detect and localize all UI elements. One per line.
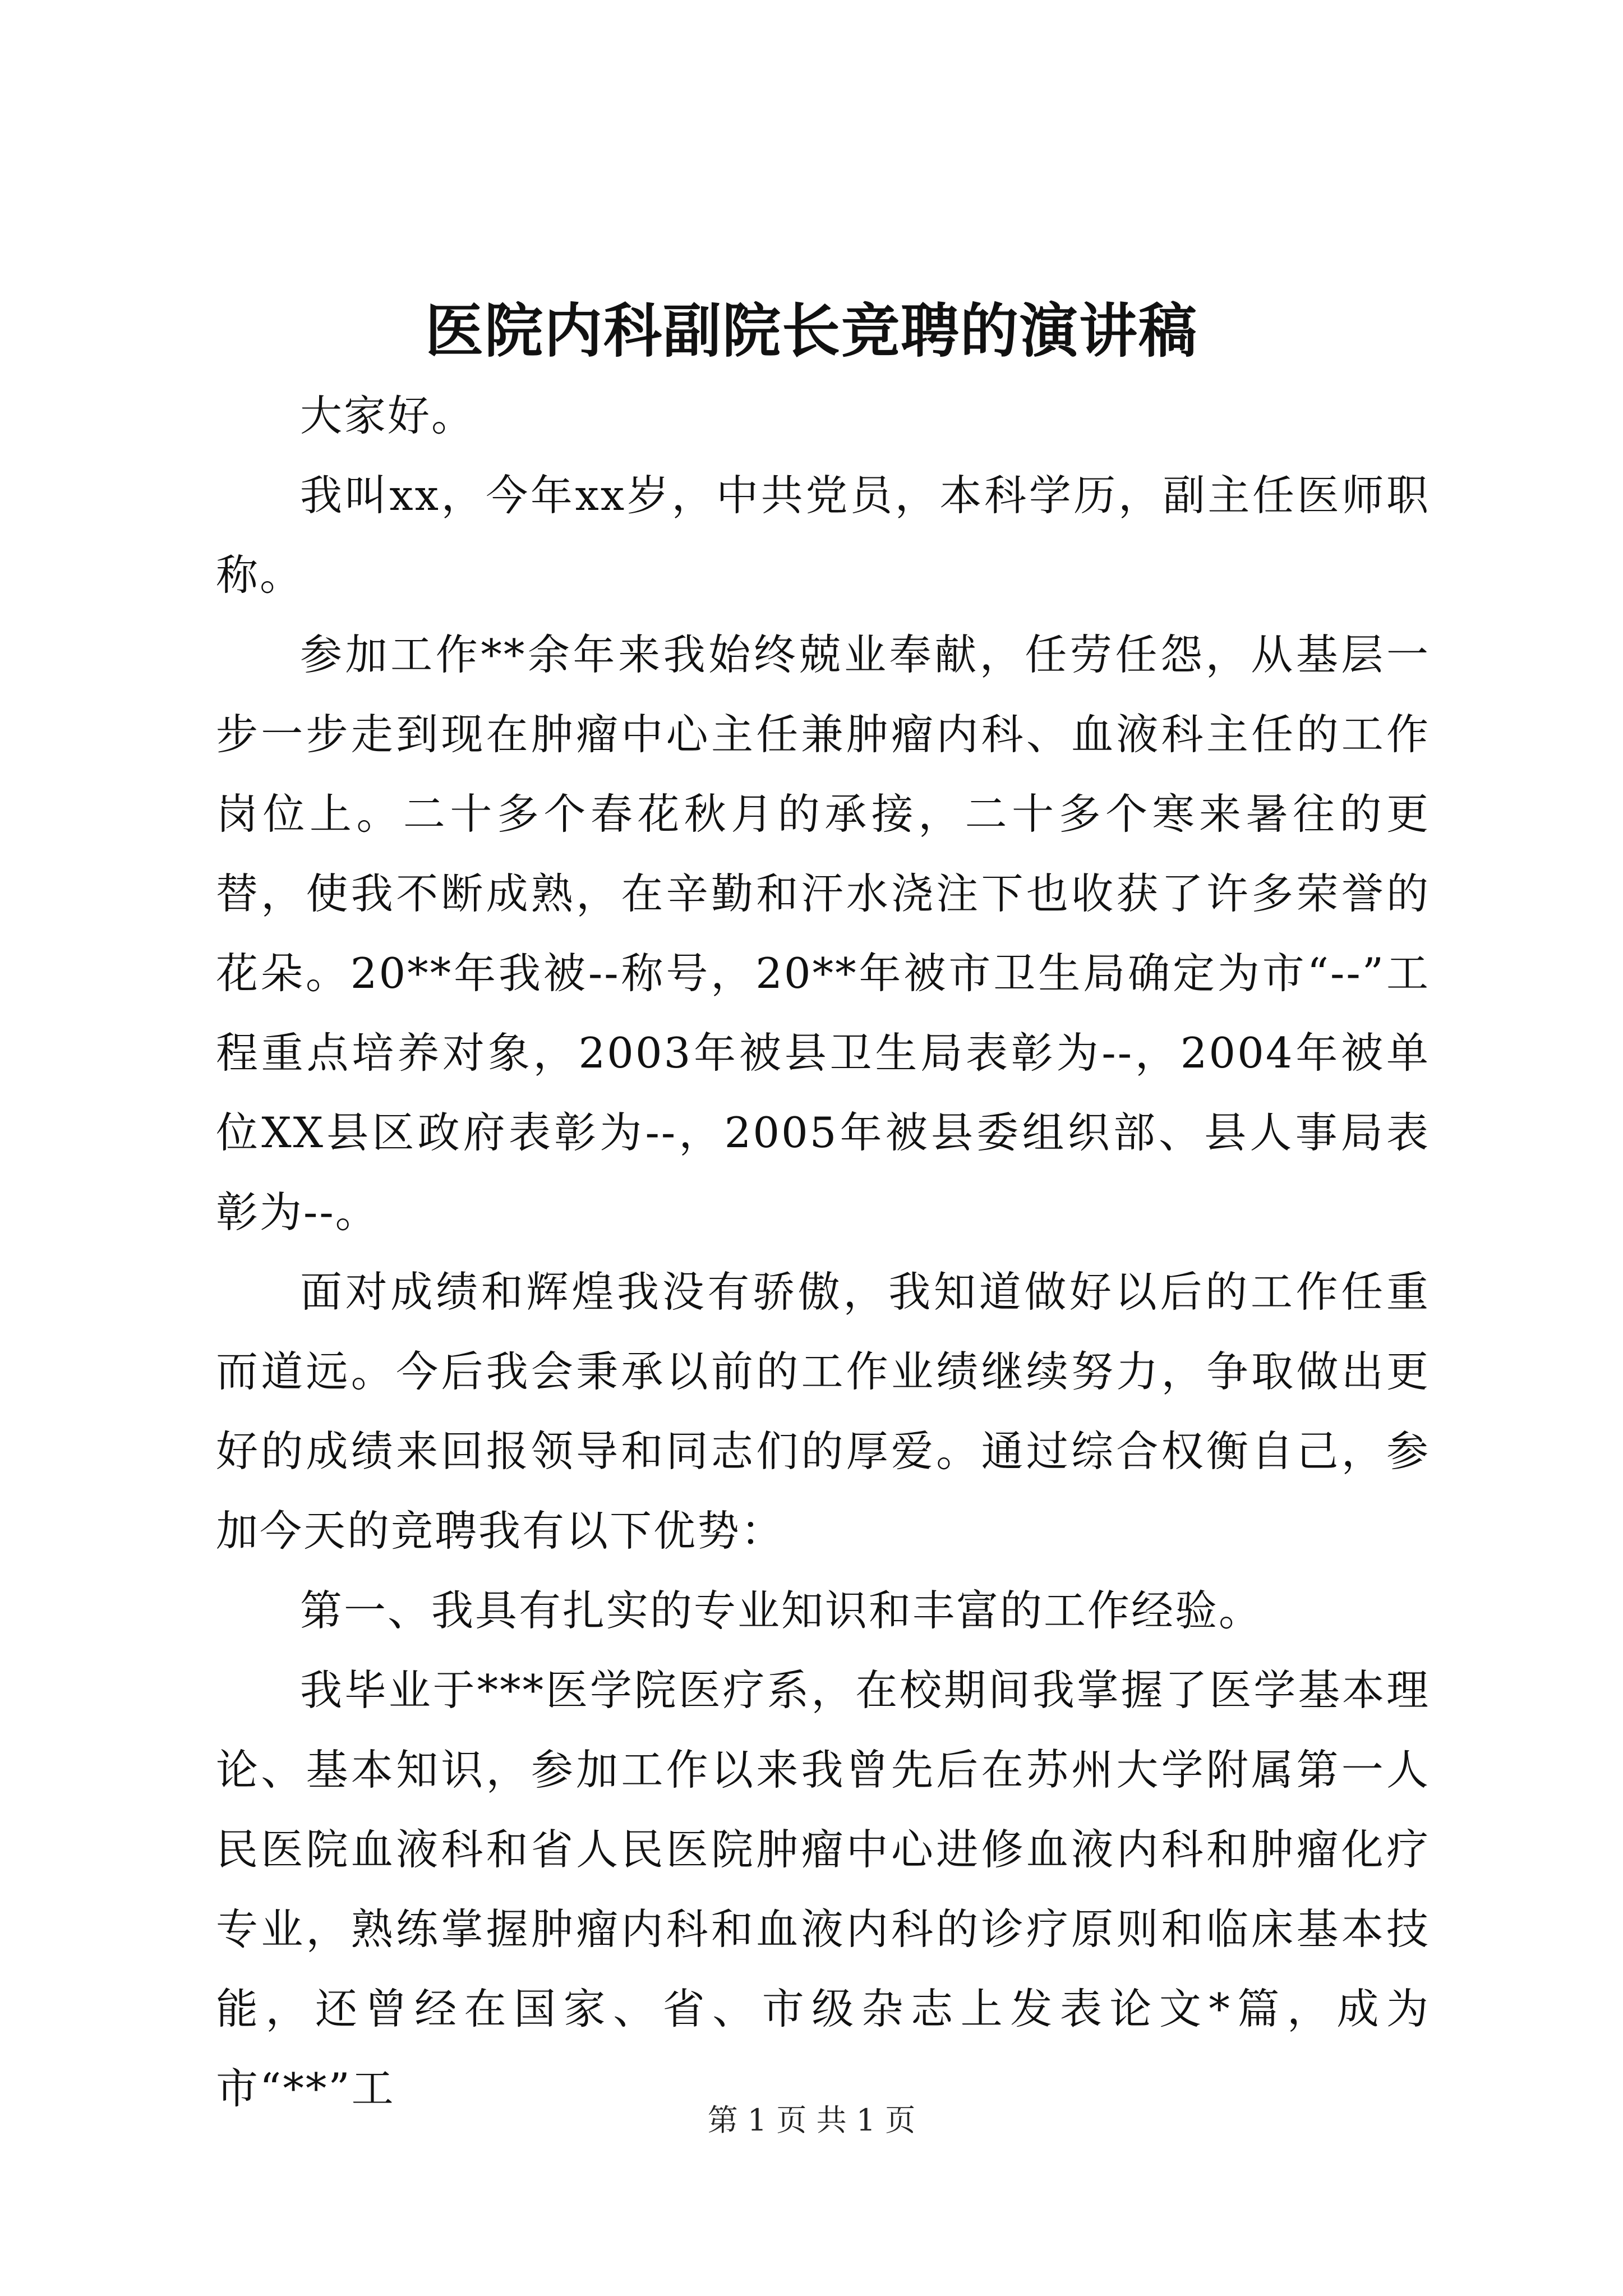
document-body: [216, 376, 1430, 2128]
document-title: 医院内科副院长竞聘的演讲稿: [425, 296, 1198, 365]
page-footer: 第 1 页 共 1 页: [707, 2102, 916, 2138]
paragraph-outlook: 面对成绩和辉煌我没有骄傲，我知道做好以后的工作任重而道远。今后我会秉承以前的工作业绩继续努力，争取做出更好的成绩来回报领导和同志们的厚爱。通过综合权衡自己，参加今天的竞聘我有以下优势：: [216, 1267, 1430, 1556]
paragraph-greeting: 大家好。: [300, 391, 476, 440]
paragraph-introduction: 我叫xx，今年xx岁，中共党员，本科学历，副主任医师职称。: [216, 471, 1430, 600]
paragraph-first-advantage: 第一、我具有扎实的专业知识和丰富的工作经验。: [300, 1586, 1263, 1635]
paragraph-education: 我毕业于***医学院医疗系，在校期间我掌握了医学基本理论、基本知识，参加工作以来我曾先后在苏州大学附属第一人民医院血液科和省人民医院肿瘤中心进修血液内科和肿瘤化疗专业，熟练掌握肿瘤内科和血液内科的诊疗原则和临床基本技能，还曾经在国家、省、市级杂志上发表论文*篇，成为市“**”工: [216, 1665, 1430, 2113]
paragraph-experience: 参加工作**余年来我始终兢业奉献，任劳任怨，从基层一步一步走到现在肿瘤中心主任兼肿瘤内科、血液科主任的工作岗位上。二十多个春花秋月的承接，二十多个寒来暑往的更替，使我不断成熟，在辛勤和汗水浇注下也收获了许多荣誉的花朵。20**年我被--称号，20**年被市卫生局确定为市“--”工程重点培养对象，2003年被县卫生局表彰为--，2004年被单位XX县区政府表彰为--，2005年被县委组织部、县人事局表彰为--。: [216, 630, 1430, 1237]
